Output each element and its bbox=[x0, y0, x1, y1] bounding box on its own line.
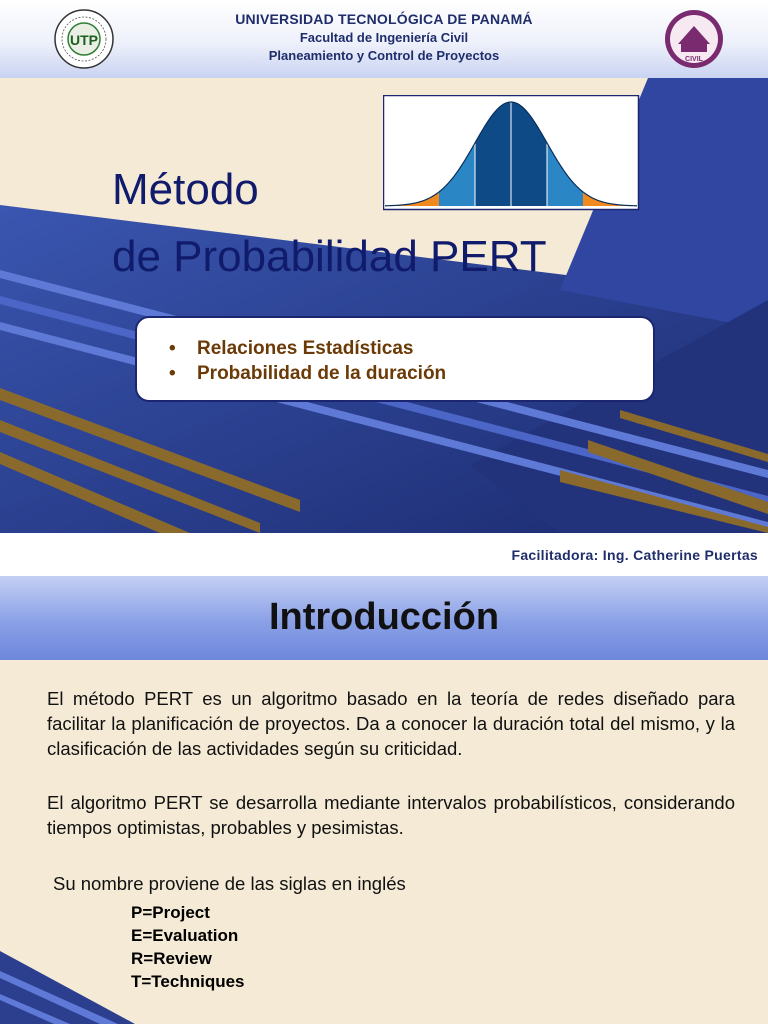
acronym-item: E=Evaluation bbox=[131, 926, 239, 945]
topics-box bbox=[135, 316, 655, 402]
section-header bbox=[0, 576, 768, 660]
bullet-icon: • bbox=[169, 338, 176, 359]
intervals-paragraph: El algoritmo PERT se desarrolla mediante intervalos probabilísticos, considerando tiempos optimistas, probables y pesimistas. bbox=[47, 792, 735, 838]
civil-faculty-logo bbox=[664, 8, 724, 70]
bullet-text: Probabilidad de la duración bbox=[197, 363, 447, 384]
normal-distribution-graphic bbox=[383, 95, 640, 211]
acronym-item: R=Review bbox=[131, 949, 212, 968]
slide-title-line-1: Método bbox=[112, 165, 259, 214]
utp-logo-text: UTP bbox=[70, 32, 98, 48]
course-name: Planeamiento y Control de Proyectos bbox=[268, 48, 500, 63]
introduction-slide bbox=[0, 576, 768, 1024]
acronym-intro: Su nombre proviene de las siglas en inglés bbox=[53, 873, 406, 894]
acronym-item: P=Project bbox=[131, 903, 210, 922]
intro-paragraph: El método PERT es un algoritmo basado en la teoría de redes diseñado para facilitar la planificación de proyectos. Da a conocer la duración total del mismo, y la clasificación de las actividades según su criticidad. bbox=[47, 688, 735, 759]
facilitator-caption: Facilitadora: Ing. Catherine Puertas bbox=[511, 547, 758, 563]
bullet-text: Relaciones Estadísticas bbox=[197, 338, 414, 359]
section-title: Introducción bbox=[268, 596, 500, 638]
slide-title-line-2: de Probabilidad PERT bbox=[112, 232, 547, 281]
civil-logo-text: CIVIL bbox=[685, 56, 703, 63]
university-name: UNIVERSIDAD TECNOLÓGICA DE PANAMÁ bbox=[235, 11, 533, 27]
slide-header bbox=[0, 0, 768, 78]
acronym-item: T=Techniques bbox=[131, 972, 245, 991]
bullet-icon: • bbox=[169, 363, 176, 384]
faculty-name: Facultad de Ingeniería Civil bbox=[299, 30, 469, 45]
